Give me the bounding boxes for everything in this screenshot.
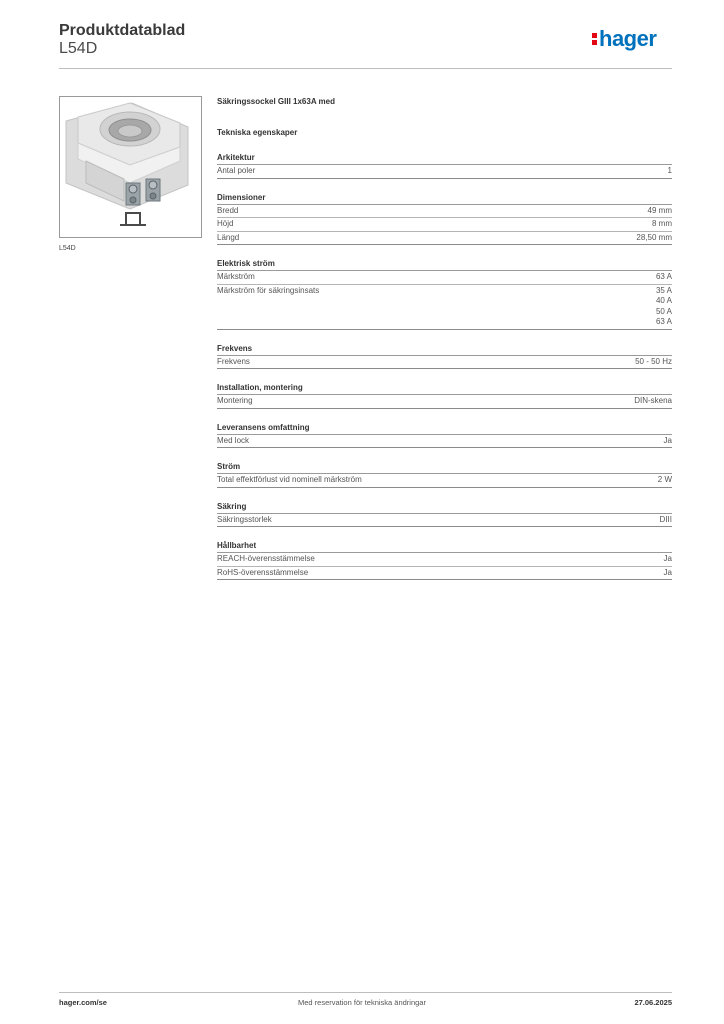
property-value: 8 mm	[652, 219, 672, 228]
property-value: 63 A	[655, 272, 672, 281]
hager-logo	[592, 28, 656, 50]
property-section	[217, 382, 672, 409]
property-values	[634, 396, 672, 407]
property-label: Frekvens	[217, 356, 250, 366]
property-section	[217, 258, 672, 330]
fuse-base-illustration	[60, 97, 201, 237]
property-value: DIN-skena	[634, 396, 672, 405]
footer-website-link[interactable]: hager.com/se	[59, 998, 107, 1007]
property-value: 2 W	[657, 475, 672, 484]
product-code: L54D	[59, 40, 98, 57]
property-values	[668, 166, 672, 177]
property-label: RoHS-överensstämmelse	[217, 567, 309, 577]
property-label: Märkström för säkringsinsats	[217, 285, 320, 295]
property-value: Ja	[663, 567, 672, 577]
property-section	[217, 192, 672, 246]
property-section	[217, 501, 672, 528]
property-section	[217, 540, 672, 580]
property-row	[217, 165, 672, 179]
property-row	[217, 474, 672, 488]
property-label: Märkström	[217, 272, 255, 281]
property-values	[664, 568, 672, 579]
property-section	[217, 422, 672, 449]
property-value: Ja	[663, 554, 672, 563]
property-values	[652, 219, 672, 230]
image-caption: L54D	[59, 245, 76, 252]
property-row	[217, 435, 672, 449]
property-values	[648, 206, 672, 217]
footer-disclaimer: Med reservation för tekniska ändringar	[298, 998, 426, 1007]
property-row	[217, 285, 672, 330]
property-value: 40 A	[655, 296, 672, 305]
logo-text: hager	[599, 26, 657, 51]
property-row	[217, 553, 672, 567]
property-row	[217, 232, 672, 246]
property-label: Antal poler	[217, 166, 256, 175]
property-values	[636, 233, 672, 244]
section-title: Hållbarhet	[217, 540, 672, 553]
property-label: Längd	[217, 232, 240, 242]
technical-content	[217, 95, 672, 580]
section-title: Ström	[217, 461, 672, 474]
property-value: 1	[667, 166, 672, 175]
section-title: Frekvens	[217, 343, 672, 356]
property-value: 50 - 50 Hz	[635, 356, 672, 366]
product-image	[59, 96, 202, 238]
property-row	[217, 567, 672, 581]
property-values	[658, 475, 672, 486]
property-label: Montering	[217, 396, 253, 405]
property-values	[635, 357, 672, 368]
property-row	[217, 271, 672, 285]
property-section	[217, 461, 672, 488]
logo-dots-icon	[592, 31, 597, 45]
property-section	[217, 152, 672, 179]
property-value: 35 A	[655, 285, 672, 295]
property-label: REACH-överensstämmelse	[217, 554, 315, 563]
header-divider	[59, 68, 672, 69]
section-title: Leveransens omfattning	[217, 422, 672, 435]
section-title: Arkitektur	[217, 152, 672, 165]
section-title: Elektrisk ström	[217, 258, 672, 271]
section-title: Säkring	[217, 501, 672, 514]
property-label: Total effektförlust vid nominell märkström	[217, 475, 362, 484]
property-label: Säkringsstorlek	[217, 514, 272, 524]
property-values	[656, 286, 672, 328]
property-value: DIII	[659, 514, 672, 524]
section-title: Installation, montering	[217, 382, 672, 395]
property-row	[217, 218, 672, 232]
property-value: Ja	[663, 435, 672, 445]
property-label: Höjd	[217, 219, 234, 228]
footer-divider	[59, 992, 672, 993]
property-label: Med lock	[217, 435, 250, 445]
property-value: 49 mm	[647, 205, 672, 215]
document-title: Produktdatablad	[59, 22, 186, 39]
property-row	[217, 356, 672, 370]
property-values	[656, 272, 672, 283]
property-row	[217, 514, 672, 528]
footer-date: 27.06.2025	[634, 998, 672, 1007]
properties-heading: Tekniska egenskaper	[217, 128, 298, 137]
property-values	[664, 436, 672, 447]
property-value: 28,50 mm	[636, 232, 672, 242]
section-title: Dimensioner	[217, 192, 672, 205]
property-value: 63 A	[655, 317, 672, 326]
property-label: Bredd	[217, 205, 239, 215]
property-section	[217, 343, 672, 370]
property-sections	[217, 152, 672, 580]
property-row	[217, 205, 672, 219]
property-values	[660, 515, 672, 526]
property-values	[664, 554, 672, 565]
property-value: 50 A	[655, 306, 672, 316]
property-row	[217, 395, 672, 409]
product-description: Säkringssockel GIII 1x63A med	[217, 97, 335, 106]
